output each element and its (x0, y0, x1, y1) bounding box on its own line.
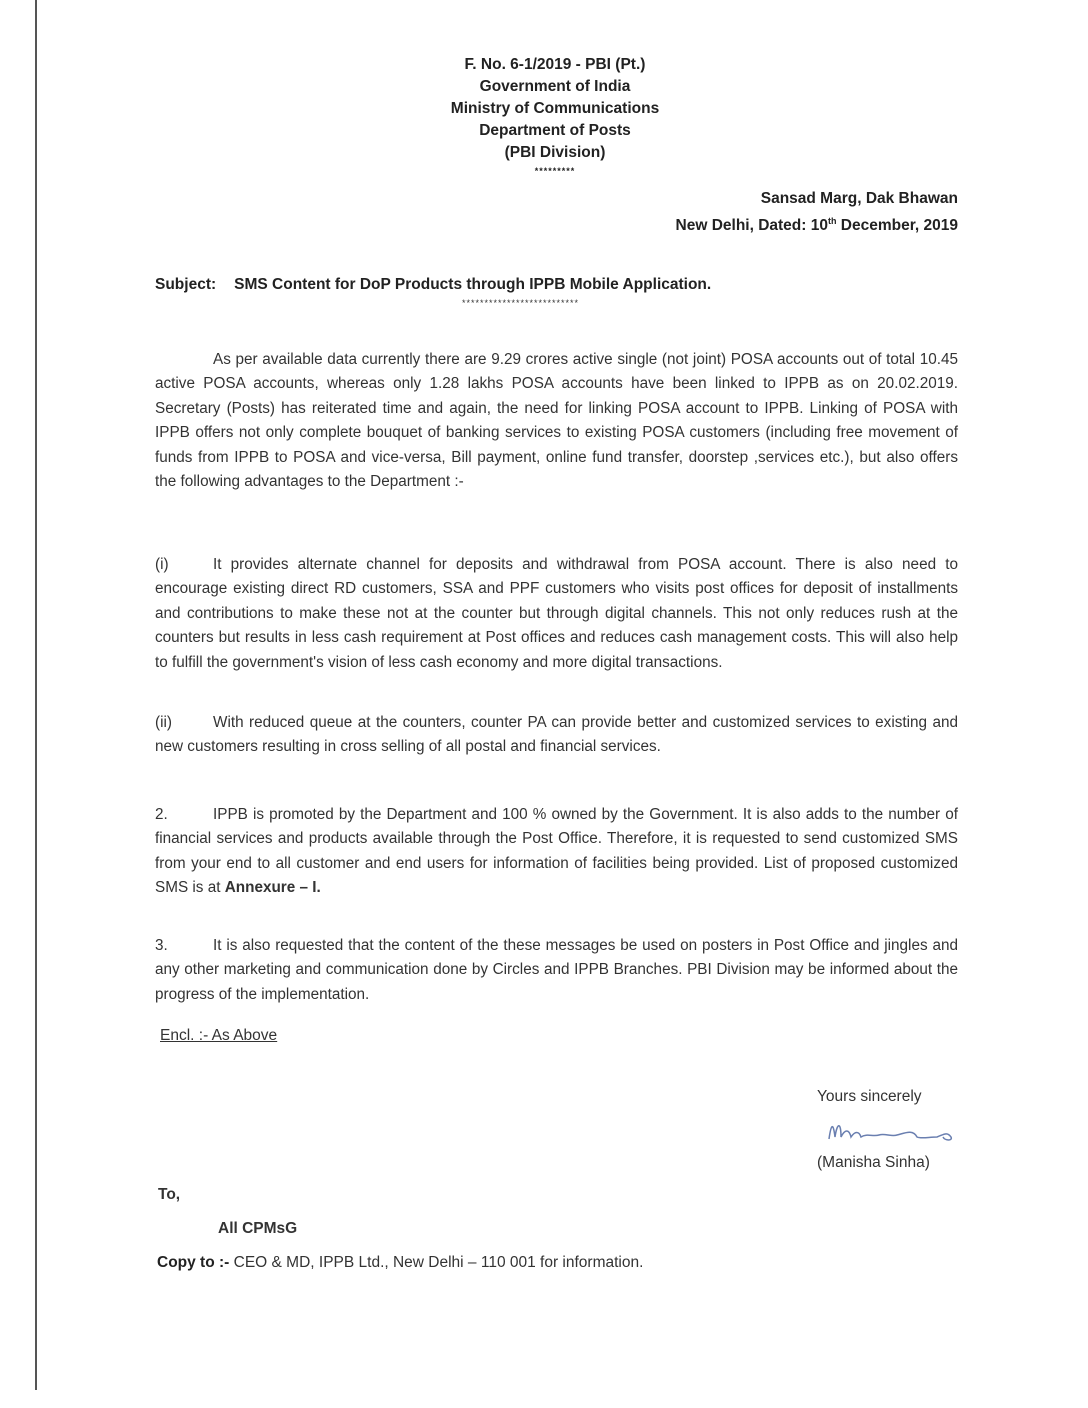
copy-to-text: CEO & MD, IPPB Ltd., New Delhi – 110 001 for information. (229, 1254, 644, 1271)
intro-paragraph: As per available data currently there are 9.29 crores active single (not joint) POSA accounts out of total 10.45 active POSA accounts, whereas only 1.28 lakhs POSA accounts have been linked to IPPB as on 20.02.2019. Secretary (Posts) has reiterated time and again, the need for linking POSA account to IPPB. Linking of POSA with IPPB offers not only complete bouquet of banking services to existing POSA customers (including free movement of funds from IPPB to POSA and vice-versa, Bill payment, online fund transfer, doorstep ,services etc.), but also offers the following advantages to the Department :- (155, 351, 958, 491)
subject-label: Subject: (155, 276, 217, 293)
paragraph-text: IPPB is promoted by the Department and 100 % owned by the Government. It is also adds to the number of financial services and products available through the Post Office. Therefore, it is requested to send customized SMS from your end to all customer and end users for information of facilities being provided. List of proposed customized SMS is at (155, 806, 958, 897)
paragraph-number: 3. (155, 937, 168, 954)
letterhead-line: (PBI Division) (504, 144, 606, 161)
subject-underline-stars: ************************** (462, 298, 580, 308)
page-margin-line (35, 0, 37, 1390)
date-prefix: New Delhi, Dated: 10 (675, 217, 828, 235)
closing-salutation: Yours sincerely (817, 1088, 922, 1105)
point-number: (ii) (155, 714, 172, 731)
copy-to-line (157, 1254, 643, 1272)
annexure-ref: Annexure – I. (224, 879, 321, 897)
enclosure-note: Encl. :- As Above (160, 1027, 278, 1044)
subject-line (155, 276, 711, 294)
letterhead (355, 54, 755, 178)
point-text: It provides alternate channel for deposits and withdrawal from POSA account. There is also need to encourage existing direct RD customers, SSA and PPF customers who visits post offices for deposit of installments and contributions to make these not at the counter but through digital channels. This not only reduces rush at the counters but results in less cash requirement at Post offices and reduces cash management costs. This will also help to fulfill the government's vision of less cash economy and more digital transactions. (155, 556, 958, 671)
point-i (155, 553, 958, 675)
address-line: Sansad Marg, Dak Bhawan (760, 190, 958, 207)
paragraph-text: It is also requested that the content of the these messages be used on posters in Post Office and jingles and any other marketing and communication done by Circles and IPPB Branches. PBI Division may be informed about the progress of the implementation. (155, 937, 958, 1003)
date-suffix: December, 2019 (836, 217, 958, 235)
paragraph-number: 2. (155, 806, 168, 823)
paragraph-2 (155, 803, 958, 901)
signatory-name: (Manisha Sinha) (817, 1154, 930, 1171)
date-sup: th (827, 216, 837, 226)
letterhead-line: Government of India (479, 78, 631, 95)
signature-scribble (825, 1115, 965, 1149)
recipient: All CPMsG (218, 1220, 298, 1237)
date-line (676, 210, 958, 237)
separator-stars: ********* (534, 166, 576, 176)
file-number: F. No. 6-1/2019 - PBI (Pt.) (464, 56, 646, 73)
address-block (676, 188, 958, 237)
point-text: With reduced queue at the counters, counter PA can provide better and customized services to existing and new customers resulting in cross selling of all postal and financial services. (155, 714, 958, 756)
subject-text: SMS Content for DoP Products through IPPB Mobile Application. (234, 276, 712, 293)
letterhead-line: Ministry of Communications (450, 100, 660, 117)
point-number: (i) (155, 556, 169, 573)
paragraph-3 (155, 934, 958, 1007)
letterhead-line: Department of Posts (479, 122, 631, 139)
signature (825, 1115, 965, 1154)
copy-to-label: Copy to :- (157, 1254, 230, 1271)
to-label: To, (158, 1186, 181, 1203)
point-ii (155, 711, 958, 760)
